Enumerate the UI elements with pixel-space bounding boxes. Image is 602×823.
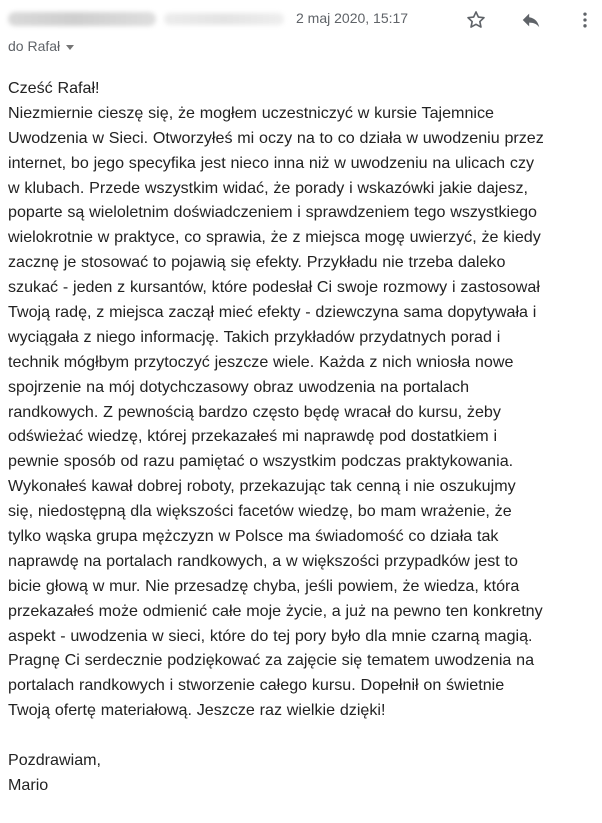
message-line: spojrzenie na mój dotychczasowy obraz uwodzenia na portalach xyxy=(8,377,470,396)
message-line: Cześć Rafał! xyxy=(8,79,100,97)
recipient-details-toggle[interactable] xyxy=(8,38,74,54)
message-line: Pozdrawiam, xyxy=(8,751,102,770)
reply-button[interactable] xyxy=(517,6,545,34)
recipient-label: do Rafał xyxy=(8,38,61,54)
message-line: naprawdę na portalach randkowych, a w większości przypadków jest to xyxy=(8,551,518,570)
sender-email-redacted xyxy=(164,13,284,25)
message-line: wyciągała z niego informację. Takich przykładów przydatnych porad i xyxy=(8,327,501,346)
message-line: Niezmiernie cieszę się, że mogłem uczestniczyć w kursie Tajemnice xyxy=(8,103,494,122)
message-line: wielokrotnie w praktyce, co sprawia, że z miejsca mogę uwierzyć, że kiedy xyxy=(8,228,541,247)
star-icon xyxy=(465,9,487,31)
message-line: technik mógłbym przytoczyć jeszcze wiele. Każda z nich wniosła nowe xyxy=(8,352,514,371)
message-line: Twoją ofertę materiałową. Jeszcze raz wielkie dzięki! xyxy=(8,701,386,720)
message-line: odświeżać wiedzę, której przekazałeś mi naprawdę pod dostatkiem i xyxy=(8,427,498,446)
message-line: przekazałeś może odmienić całe moje życie, a już na pewno ten konkretny xyxy=(8,601,543,620)
message-date: 2 maj 2020, 15:17 xyxy=(296,10,409,26)
message-line: internet, bo jego specyfika jest nieco inna niż w uwodzeniu na ulicach czy xyxy=(8,153,535,172)
more-options-button[interactable] xyxy=(571,6,599,34)
message-line: szukać - jeden z kursantów, które podesłał Ci swoje rozmowy i zastosował xyxy=(8,278,540,297)
message-line: tylko wąska grupa mężczyzn w Polsce ma świadomość co działa tak xyxy=(8,527,499,546)
more-vert-icon xyxy=(575,10,595,30)
message-line: portalach randkowych i stworzenie całego kursu. Dopełnił on świetnie xyxy=(8,676,505,695)
star-button[interactable] xyxy=(462,6,490,34)
message-line: pewnie sposób od razu pamiętać o wszystkim podczas praktykowania. xyxy=(8,452,514,471)
chevron-down-icon xyxy=(66,45,74,50)
message-line: się, niedostępną dla większości facetów wiedzę, bo mam wrażenie, że xyxy=(8,502,512,521)
message-line: Wykonałeś kawał dobrej roboty, przekazując tak cenną i nie oszukujmy xyxy=(8,477,516,496)
message-line: bicie głową w mur. Nie przesadzę chyba, jeśli powiem, że wiedza, która xyxy=(8,576,520,595)
message-line: randkowych. Z pewnością bardzo często będę wracał do kursu, żeby xyxy=(8,402,501,421)
sender-name-redacted xyxy=(8,12,156,26)
message-line: Pragnę Ci serdecznie podziękować za zajęcie się tematem uwodzenia na xyxy=(8,651,535,670)
message-line: Uwodzenia w Sieci. Otworzyłeś mi oczy na to co działa w uwodzeniu przez xyxy=(8,128,544,147)
message-line: poparte są wieloletnim doświadczeniem i sprawdzeniem tego wszystkiego xyxy=(8,203,537,222)
message-line: w klubach. Przede wszystkim widać, że porady i wskazówki jakie dajesz, xyxy=(8,178,528,197)
message-line: Mario xyxy=(8,775,49,794)
message-line: Twoją radę, z miejsca zaczął mieć efekty - dziewczyna sama dopytywała i xyxy=(8,303,537,322)
message-header xyxy=(0,0,602,60)
message-line xyxy=(8,723,600,748)
message-body xyxy=(8,76,600,798)
message-line: aspekt - uwodzenia w sieci, które do tej pory było dla mnie czarną magią. xyxy=(8,626,533,645)
message-line: zacznę je stosować to pojawią się efekty. Przykładu nie trzeba daleko xyxy=(8,253,506,272)
reply-icon xyxy=(520,9,542,31)
